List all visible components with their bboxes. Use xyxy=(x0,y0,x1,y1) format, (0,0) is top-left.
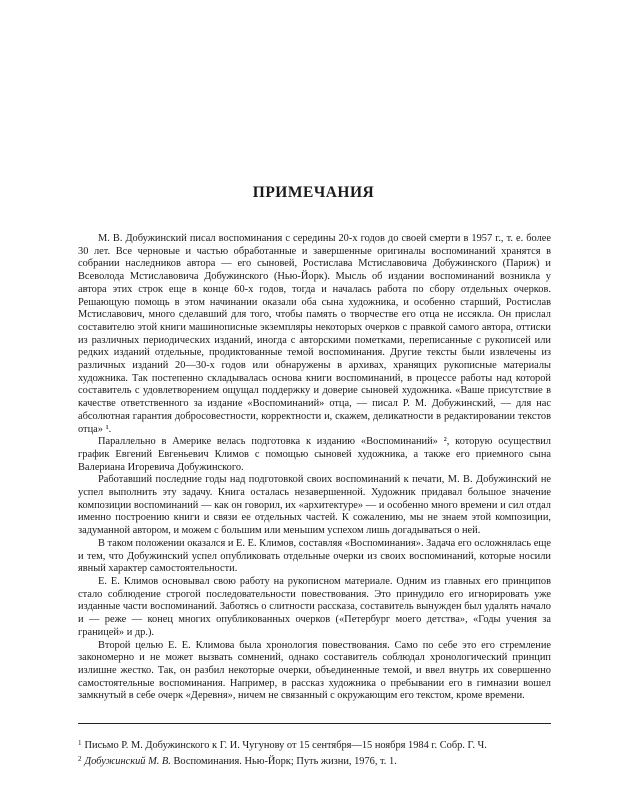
footnote-number: 2 xyxy=(78,754,82,763)
footnote-divider xyxy=(78,723,551,724)
page-title: ПРИМЕЧАНИЯ xyxy=(252,184,375,201)
paragraph: Работавший последние годы над подготовкой своих воспоминаний к печати, М. В. Добужинский не успел выполнить эту задачу. Книга осталась незавершенной. Художник придавал большое значение композиции воспоминаний — как он говорил, их «архитектуре» — и особенно много времени и сил отдал именно построению книги и связи ее отдельных частей. К сожалению, мы не знаем этой композиции, задуманной автором, и можем с большим или меньшим успехом лишь догадываться о ней. xyxy=(78,474,551,537)
body-text xyxy=(78,233,551,703)
footnote xyxy=(78,753,551,769)
footnotes xyxy=(78,737,551,768)
footnote-text: Письмо Р. М. Добужинского к Г. И. Чугунову от 15 сентября—15 ноября 1984 г. Собр. Г. Ч. xyxy=(84,740,487,751)
paragraph: М. В. Добужинский писал воспоминания с середины 20-х годов до своей смерти в 1957 г., т. е. более 30 лет. Все черновые и частью обработанные и завершенные оригиналы воспоминаний хранятся в собрании наследников автора — его сыновей, Ростислава Мстиславовича Добужинского (Париж) и Всеволода Мстиславовича Добужинского (Нью-Йорк). Мысль об издании воспоминаний возникла у автора этих строк еще в конце 60-х годов, тогда и началась работа по сбору отдельных очерков. Решающую помощь в этом начинании оказали оба сына художника, и особенно старший, Ростислав Мстиславович, много сделавший для того, чтобы память о творчестве его отца не иссякла. Он прислал составителю этой книги машинописные экземпляры некоторых очерков с правкой самого автора, оттиски из различных периодических изданий, иногда с авторскими пометками, переписанные с рукописей или редких изданий отдельные, продиктованные темой воспоминания. Другие тексты были извлечены из различных изданий 20—30-х годов или обнаружены в архивах, хранящих рукописные материалы художника. Так постепенно складывалась основа книги воспоминаний, в процессе работы над которой составитель с удовлетворением ощущал поддержку и доверие сыновей художника. «Ваше присутствие в качестве ответственного за издание «Воспоминаний» отца, — писал Р. М. Добужинский, — для нас абсолютная гарантия добросовестности, корректности и, скажем, деликатности в редактировании текстов отца» ¹. xyxy=(78,233,551,435)
paragraph: Второй целью Е. Е. Климова была хронология повествования. Само по себе это его стремление закономерно и не может вызвать сомнений, однако составитель соблюдал хронологический принцип излишне жестко. Так, он разбил некоторые очерки, объединенные темой, и ввел внутрь их совершенно самостоятельные воспоминания. Например, в рассказ художника о пребывании его в гимназии вошел замкнутый в себе очерк «Деревня», ничем не связанный с окружающим его текстом, кроме времени. xyxy=(78,639,551,702)
footnote-number: 1 xyxy=(78,739,82,747)
paragraph: В таком положении оказался и Е. Е. Климов, составляя «Воспоминания». Задача его осложнялась еще и тем, что Добужинский успел опубликовать отдельные очерки из своих воспоминаний, которые носили явный характер самостоятельности. xyxy=(78,537,551,575)
footnote-author: Добужинский М. В. xyxy=(84,755,171,767)
paragraph: Е. Е. Климов основывал свою работу на рукописном материале. Одним из главных его принципов стало соблюдение строгой последовательности повествования. Это принудило его игнорировать уже изданные части воспоминаний. Заботясь о слитности рассказа, составитель вынужден был удалять начало и — реже — конец многих опубликованных очерков («Петербург моего детства», «Годы учения за границей» и др.). xyxy=(78,575,551,638)
paragraph: Параллельно в Америке велась подготовка к изданию «Воспоминаний» ², которую осуществил график Евгений Евгеньевич Климов с помощью сыновей художника, а также его приемного сына Валериана Игоревича Добужинского. xyxy=(78,436,551,473)
footnote xyxy=(78,737,551,753)
footnote-text: Воспоминания. Нью-Йорк; Путь жизни, 1976, т. 1. xyxy=(170,755,397,767)
